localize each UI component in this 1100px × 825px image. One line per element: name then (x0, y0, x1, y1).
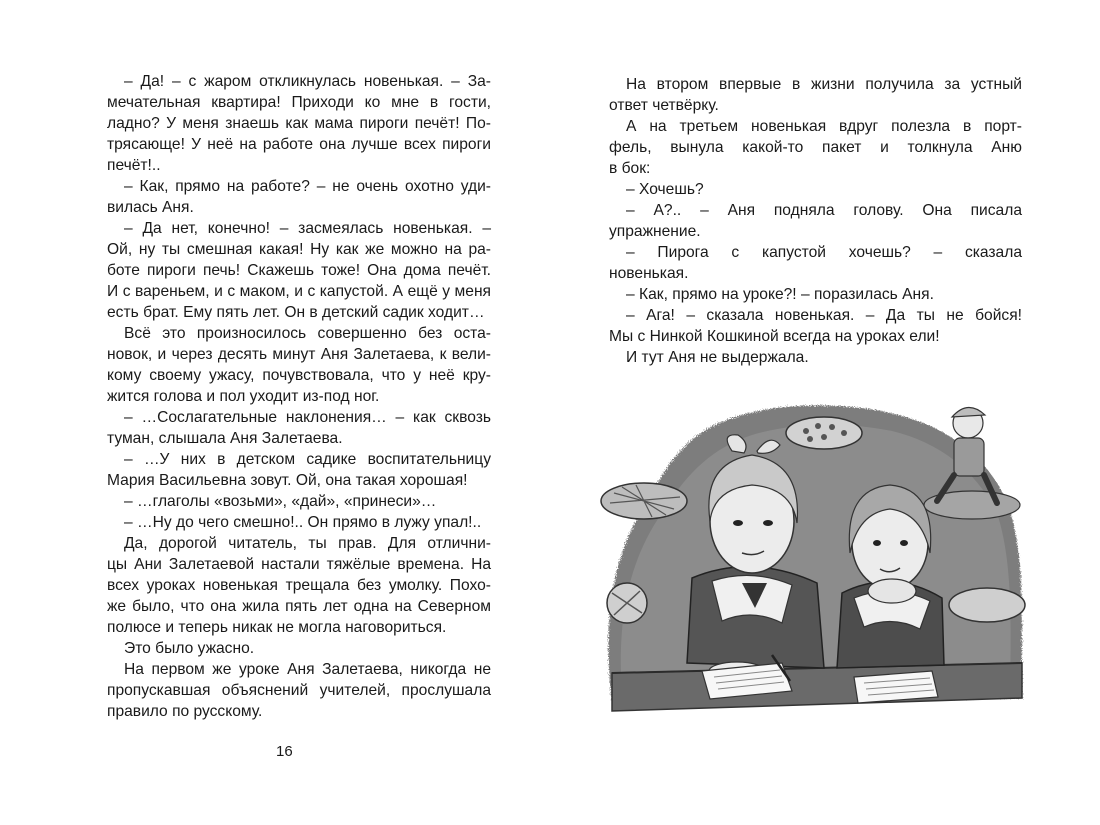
text-line: всех уроках новенькая трещала без умолку. Похо- (107, 577, 491, 594)
classroom-illustration (592, 393, 1032, 728)
floating-bun-right (949, 588, 1025, 622)
text-line: – …У них в детском садике воспитательницу (124, 451, 491, 468)
text-line: Мы с Нинкой Кошкиной всегда на уроках ели! (609, 328, 940, 345)
text-line: есть брат. Ему пять лет. Он в детский садик ходит… (107, 304, 485, 321)
text-line: – Да нет, конечно! – засмеялась новенькая. – (124, 220, 491, 237)
text-line: И с вареньем, и с маком, и с капустой. А ещё у меня (107, 283, 491, 300)
text-line: печёт!.. (107, 157, 161, 174)
text-line: боте пироги печь! Скажешь тоже! Она дома печёт. (107, 262, 491, 279)
right-page (550, 0, 1100, 825)
floating-pie-left (601, 483, 687, 519)
text-line: фель, вынула какой-то пакет и толкнула Аню (609, 139, 1022, 156)
text-line: Мария Васильевна зовут. Ой, она такая хорошая! (107, 472, 468, 489)
text-line: цы Ани Залетаевой настали тяжёлые времена. На (107, 556, 491, 573)
text-line: – Да! – с жаром откликнулась новенькая. – За- (124, 73, 491, 90)
text-line: правило по русскому. (107, 703, 263, 720)
left-text-column (107, 71, 491, 722)
text-line: – А?.. – Аня подняла голову. Она писала (626, 202, 1022, 219)
text-line: в бок: (609, 160, 651, 177)
text-line: новенькая. (609, 265, 689, 282)
text-line: Да, дорогой читатель, ты прав. Для отлични- (124, 535, 491, 552)
text-line: жится голова и пол уходит из-под ног. (107, 388, 380, 405)
text-line: Всё это произносилось совершенно без оста- (124, 325, 491, 342)
text-line: упражнение. (609, 223, 701, 240)
text-line: – …глаголы «возьми», «дай», «принеси»… (124, 493, 437, 510)
text-line: – Хочешь? (626, 181, 704, 198)
text-line: новок, и через десять минут Аня Залетаева, к вели- (107, 346, 491, 363)
text-line: – Пирога с капустой хочешь? – сказала (626, 244, 1022, 261)
text-line: же было, что она жила пять лет одна на Северном (107, 598, 491, 615)
text-line: туман, слышала Аня Залетаева. (107, 430, 343, 447)
text-line: – …Ну до чего смешно!.. Он прямо в лужу упал!.. (124, 514, 482, 531)
text-line: – Ага! – сказала новенькая. – Да ты не бойся! (626, 307, 1022, 324)
text-line: мечательная квартира! Приходи ко мне в гости, (107, 94, 491, 111)
text-line: Это было ужасно. (124, 640, 255, 657)
text-line: вилась Аня. (107, 199, 194, 216)
text-line: ладно? У меня знаешь как мама пироги печёт! По- (107, 115, 491, 132)
text-line: Ой, ну ты смешная какая! Ну как же можно на ра- (107, 241, 491, 258)
text-line: А на третьем новенькая вдруг полезла в порт- (626, 118, 1022, 135)
text-line: пропускавшая объяснений учителей, прослушала (107, 682, 491, 699)
text-line: ответ четвёрку. (609, 97, 719, 114)
text-line: На втором впервые в жизни получила за устный (626, 76, 1022, 93)
text-line: – Как, прямо на работе? – не очень охотно уди- (124, 178, 491, 195)
right-text-column (609, 74, 1022, 368)
text-line: И тут Аня не выдержала. (626, 349, 809, 366)
text-line: На первом же уроке Аня Залетаева, никогда не (124, 661, 491, 678)
floating-pie-top (786, 417, 862, 449)
text-line: полюсе и теперь никак не могла наговориться. (107, 619, 447, 636)
text-line: – Как, прямо на уроке?! – поразилась Аня. (626, 286, 934, 303)
page-number: 16 (276, 743, 293, 760)
floating-pie-small (607, 583, 647, 623)
text-line: кому своему ужасу, почувствовала, что у неё кру- (107, 367, 491, 384)
text-line: – …Сослагательные наклонения… – как сквозь (124, 409, 491, 426)
text-line: трясающе! У неё на работе она лучше всех пироги (107, 136, 491, 153)
